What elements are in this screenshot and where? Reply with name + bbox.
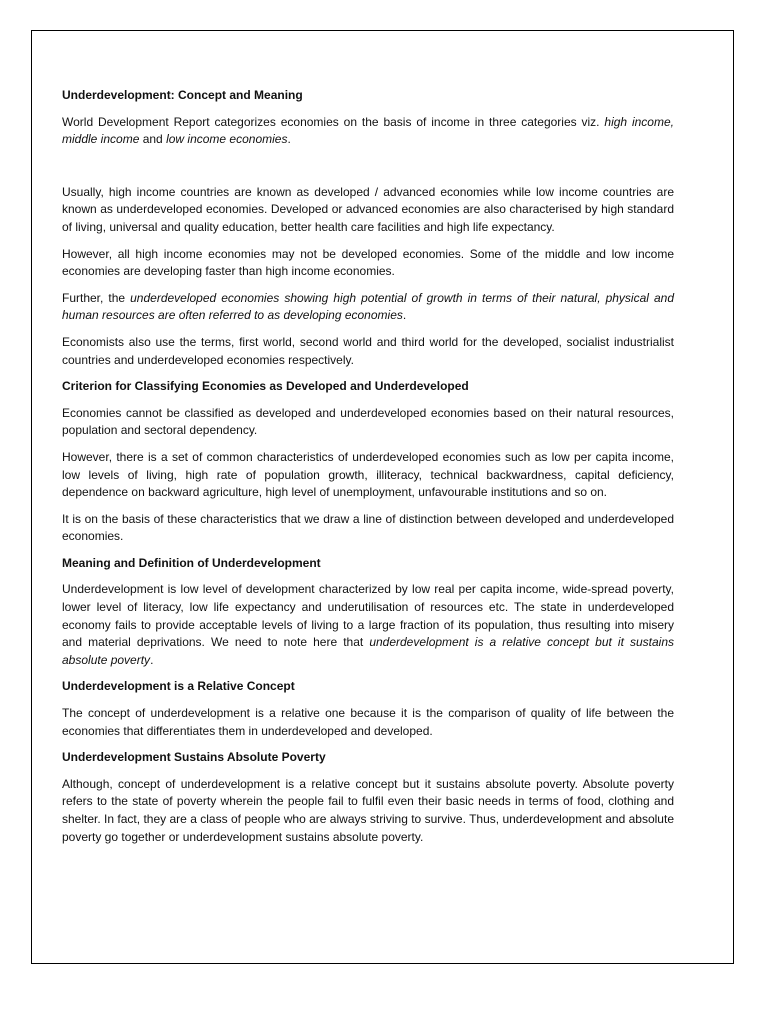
- paragraph-three-worlds: Economists also use the terms, first world, second world and third world for the developed, socialist industrialist countries and underdeveloped economies respectively.: [62, 334, 674, 367]
- paragraph-absolute-poverty: Although, concept of underdevelopment is a relative concept but it sustains absolute poverty. Absolute poverty refers to the state of poverty wherein the people fail to fulfil even their basic needs in terms of food, clothing and shelter. In fact, they are a class of people who are always striving to survive. Thus, underdevelopment and absolute poverty go together or underdevelopment sustains absolute poverty.: [62, 776, 674, 844]
- text-run: Further, the: [62, 290, 131, 305]
- paragraph-not-all-developed: However, all high income economies may not be developed economies. Some of the middle and low income economies are developing faster than high income economies.: [62, 246, 674, 279]
- text-run: .: [402, 308, 407, 323]
- section-heading-concept-and-meaning: Underdevelopment: Concept and Meaning: [62, 88, 303, 102]
- document-body: [62, 56, 674, 855]
- section-heading-criterion: Criterion for Classifying Economies as Developed and Underdeveloped: [62, 379, 469, 394]
- section-heading-relative-concept: Underdevelopment is a Relative Concept: [62, 679, 295, 694]
- paragraph-relative-concept: The concept of underdevelopment is a relative one because it is the comparison of quality of life between the economies that differentiates them in underdeveloped and developed.: [62, 706, 674, 738]
- paragraph-common-characteristics: However, there is a set of common characteristics of underdeveloped economies such as low per capita income, low levels of living, high rate of population growth, illiteracy, technical backwardness, capital deficiency, dependence on backward agriculture, high level of unemployment, unfavourable institutions and so on.: [62, 449, 674, 500]
- italic-relative-concept-note: underdevelopment is a relative concept but it sustains absolute poverty: [62, 635, 675, 667]
- text-run: World Development Report categorizes economies on the basis of income in three categories viz.: [62, 114, 605, 129]
- italic-low-income: low income economies: [166, 132, 288, 147]
- paragraph-world-development-report: [62, 114, 674, 149]
- section-heading-meaning-definition: Meaning and Definition of Underdevelopment: [62, 555, 321, 570]
- section-heading-absolute-poverty: Underdevelopment Sustains Absolute Poverty: [62, 750, 326, 765]
- text-run: .: [287, 132, 291, 147]
- paragraph-line-of-distinction: It is on the basis of these characteristics that we draw a line of distinction between developed and underdeveloped economies.: [62, 511, 674, 544]
- italic-developing-definition: underdeveloped economies showing high potential of growth in terms of their natural, physical and human resources are often referred to as developing economies: [62, 290, 674, 323]
- paragraph-underdevelopment-definition: [62, 581, 674, 669]
- paragraph-developing-economies: [62, 290, 674, 325]
- text-run: .: [150, 652, 154, 667]
- paragraph-high-income-developed: Usually, high income countries are known as developed / advanced economies while low income countries are known as underdeveloped economies. Developed or advanced economies are also characterised by high standard of living, universal and quality education, better health care facilities and high life expectancy.: [62, 184, 674, 234]
- text-run: and: [139, 132, 167, 147]
- paragraph-not-classified-by-resources: Economies cannot be classified as developed and underdeveloped economies based on their natural resources, population and sectoral dependency.: [62, 405, 674, 438]
- text-run: Underdevelopment is low level of development characterized by low real per capita income, wide-spread poverty, lower level of literacy, low life expectancy and underutilisation of resources etc. The state in underdeveloped economy fails to provide acceptable levels of living to a large fraction of its population, thus resulting into misery and material deprivations. We need to note here that: [62, 582, 674, 650]
- italic-income-categories: high income, middle income: [62, 114, 674, 147]
